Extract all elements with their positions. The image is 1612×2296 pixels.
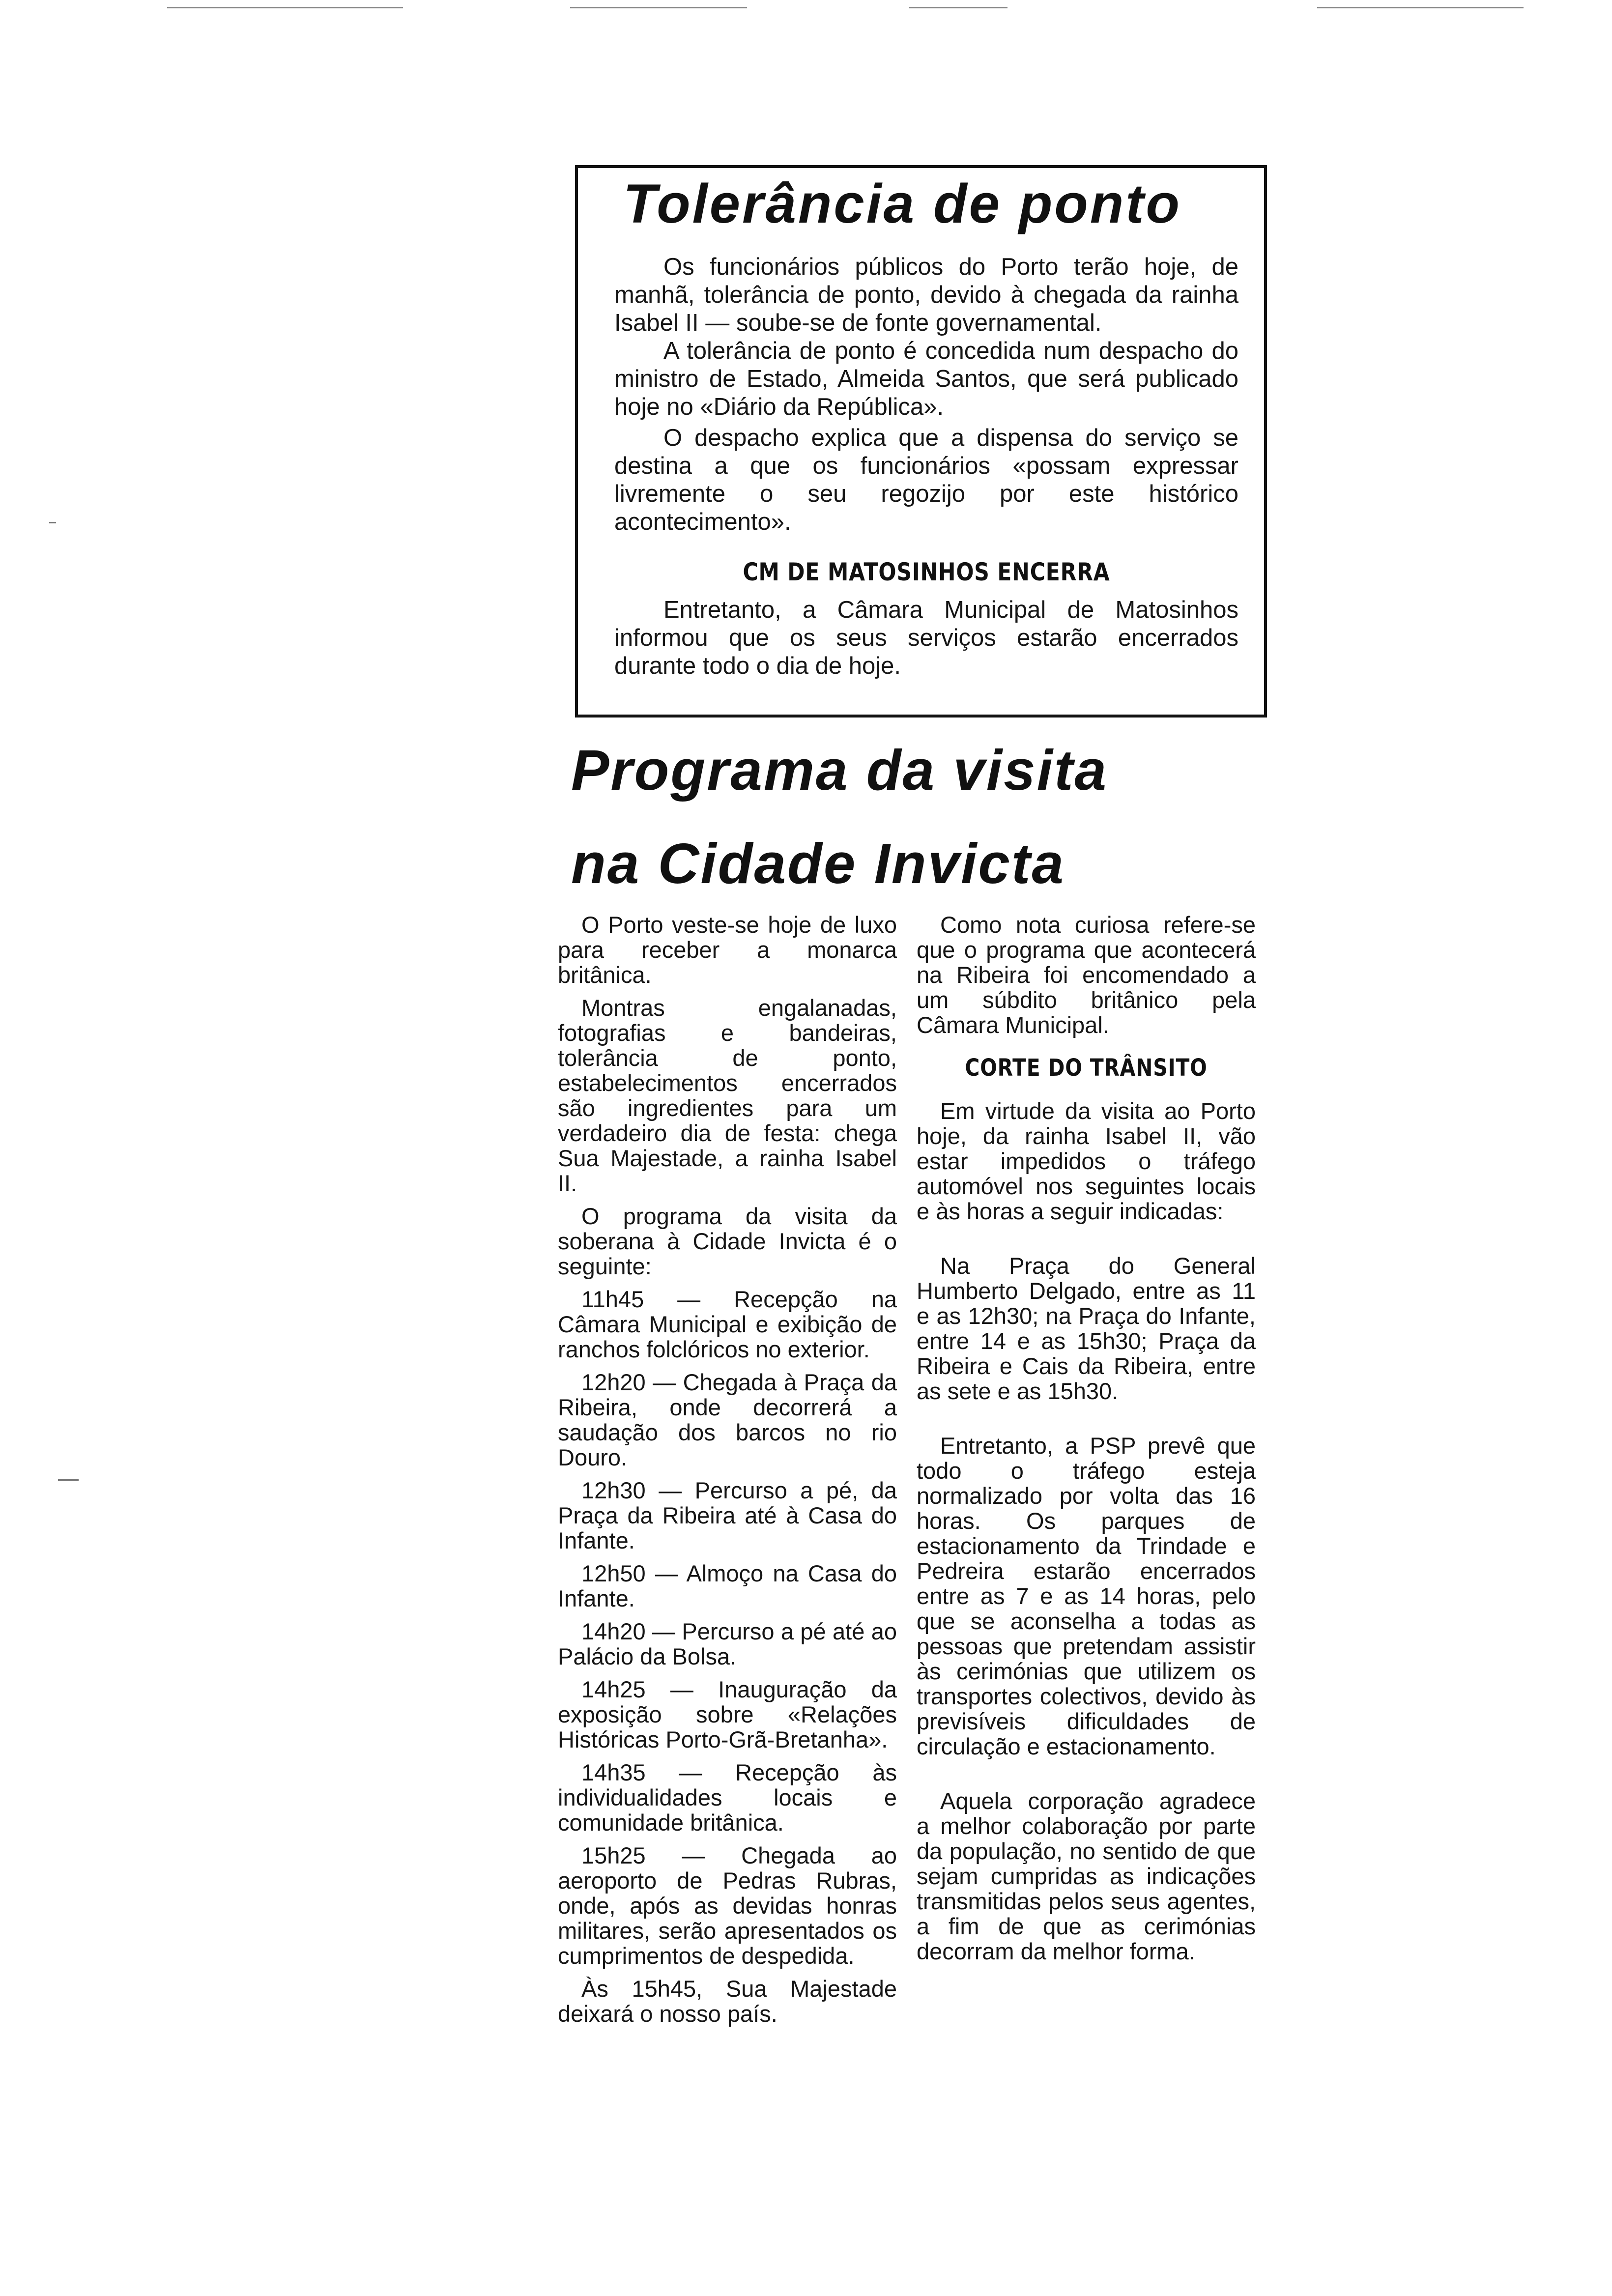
article-paragraph: Como nota curiosa refere-se que o programa que acontecerá na Ribeira foi encomendado a um súbdito britânico pela Câmara Municipal. (917, 912, 1256, 1038)
article-paragraph: Entretanto, a PSP prevê que todo o tráfego esteja normalizado por volta das 16 horas. Os parques de estacionamento da Trindade e Pedreira estarão encerrados entre as 7 e as 14 horas, pelo que se aconselha a todas as pessoas que pretendam assistir às cerimónias que utilizem os transportes colectivos, devido às previsíveis dificuldades de circulação e estacionamento. (917, 1433, 1256, 1759)
schedule-item: 12h30 — Percurso a pé, da Praça da Ribeira até à Casa do Infante. (558, 1477, 897, 1553)
schedule-item: 12h20 — Chegada à Praça da Ribeira, onde decorrerá a saudação dos barcos no rio Douro. (558, 1369, 897, 1470)
schedule-item: 14h25 — Inauguração da exposição sobre «Relações Históricas Porto-Grã-Bretanha». (558, 1676, 897, 1752)
article-paragraph: O Porto veste-se hoje de luxo para receber a monarca britânica. (558, 912, 897, 988)
article-paragraph: Em virtude da visita ao Porto hoje, da rainha Isabel II, vão estar impedidos o tráfego automóvel nos seguintes locais e às horas a seguir indicadas: (917, 1098, 1256, 1224)
box-body (614, 253, 1238, 680)
headline-line-2: na Cidade Invicta (571, 832, 1065, 895)
article-paragraph: Aquela corporação agradece a melhor colaboração por parte da população, no sentido de que sejam cumpridas as indicações transmitidas pelos seus agentes, a fim de que as cerimónias decorram da melhor forma. (917, 1788, 1256, 1964)
box-paragraph: A tolerância de ponto é concedida num despacho do ministro de Estado, Almeida Santos, que será publicado hoje no «Diário da República». (614, 338, 1238, 420)
top-scan-rule-4 (1317, 7, 1524, 8)
margin-mark (58, 1479, 79, 1481)
schedule-item: 11h45 — Recepção na Câmara Municipal e exibição de ranchos folclóricos no exterior. (558, 1286, 897, 1362)
headline-line-1: Programa da visita (571, 738, 1108, 802)
box-paragraph: Os funcionários públicos do Porto terão hoje, de manhã, tolerância de ponto, devido à chegada da rainha Isabel II — soube-se de fonte governamental. (614, 254, 1238, 336)
schedule-item: 14h35 — Recepção às individualidades locais e comunidade britânica. (558, 1759, 897, 1836)
box-subhead: CM DE MATOSINHOS ENCERRA (743, 558, 1110, 586)
top-scan-rule-1 (167, 7, 403, 8)
schedule-item: 12h50 — Almoço na Casa do Infante. (558, 1560, 897, 1611)
article-paragraph: Na Praça do General Humberto Delgado, entre as 11 e as 12h30; na Praça do Infante, entre 14 e as 15h30; Praça da Ribeira e Cais da Ribeira, entre as sete e as 15h30. (917, 1253, 1256, 1404)
article-paragraph: Às 15h45, Sua Majestade deixará o nosso país. (558, 1976, 897, 2027)
box-title: Tolerância de ponto (623, 173, 1181, 234)
top-scan-rule-2 (570, 7, 747, 8)
margin-mark (49, 522, 56, 523)
box-paragraph: O despacho explica que a dispensa do serviço se destina a que os funcionários «possam expressar livremente o seu regozijo por este histórico acontecimento». (614, 425, 1238, 535)
schedule-item: 15h25 — Chegada ao aeroporto de Pedras Rubras, onde, após as devidas honras militares, serão apresentados os cumprimentos de despedida. (558, 1842, 897, 1969)
article-right-column (917, 912, 1256, 1972)
article-left-column (558, 912, 897, 2034)
traffic-subhead: CORTE DO TRÂNSITO (965, 1054, 1208, 1082)
box-closing: Entretanto, a Câmara Municipal de Matosinhos informou que os seus serviços estarão encerrados durante todo o dia de hoje. (614, 597, 1238, 679)
schedule-item: 14h20 — Percurso a pé até ao Palácio da Bolsa. (558, 1618, 897, 1669)
top-scan-rule-3 (909, 7, 1008, 8)
article-paragraph: O programa da visita da soberana à Cidade Invicta é o seguinte: (558, 1203, 897, 1279)
article-paragraph: Montras engalanadas, fotografias e bandeiras, tolerância de ponto, estabelecimentos encerrados são ingredientes para um verdadeiro dia de festa: chega Sua Majestade, a rainha Isabel II. (558, 995, 897, 1196)
